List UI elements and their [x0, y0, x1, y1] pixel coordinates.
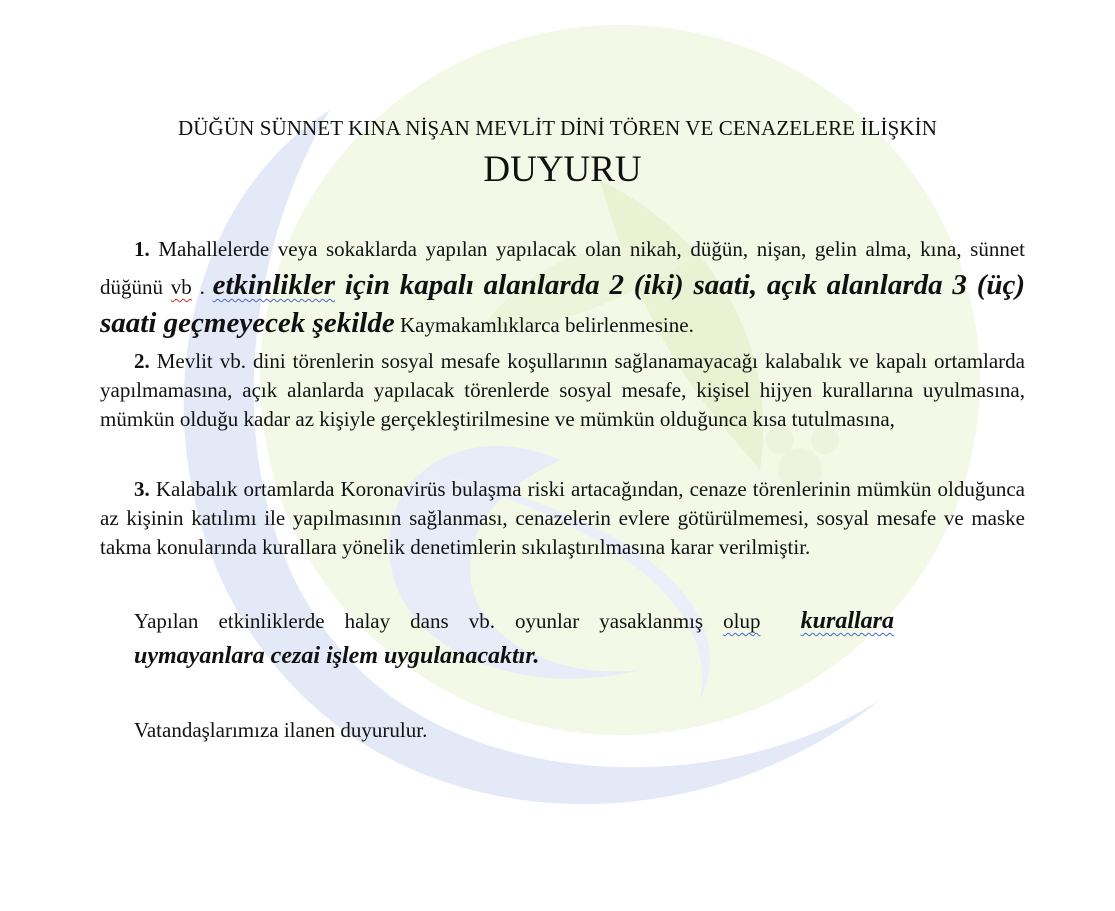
item-text: Mevlit vb. dini törenlerin sosyal mesafe koşullarının sağlanamayacağı kalabalık ve kapalı ortamlarda yapılmamasına, açık alanlarda yapılacak törenlerde sosyal mesafe, kişisel hijyen kurallarına uyulmasına, mümkün olduğu kadar az kişiyle gerçekleştirilmesine ve mümkün olduğunca kısa tutulmasına, — [100, 349, 1025, 431]
warning-text-olup: olup — [723, 609, 761, 633]
warning-paragraph — [134, 604, 894, 674]
item-text: Kalabalık ortamlarda Koronavirüs bulaşma riski artacağından, cenaze törenlerinin mümkün olduğunca az kişinin katılımı ile yapılmasının sağlanması, cenazelerin evlere götürülmemesi, sosyal mesafe ve maske takma konularında kurallara yönelik denetimlerin sıkılaştırılmasına karar verilmiştir. — [100, 477, 1025, 559]
item-number: 3. — [134, 477, 150, 501]
announcement-title: DUYURU — [483, 149, 642, 190]
list-item-3 — [100, 475, 1025, 562]
list-item-2 — [100, 347, 1025, 434]
warning-emphasis-kurallara: kurallara — [800, 608, 895, 634]
list-item-1 — [100, 231, 1025, 343]
item-text-vb: vb — [170, 275, 192, 299]
warning-text: Yapılan etkinliklerde halay dans vb. oyunlar yasaklanmış — [134, 609, 724, 633]
item-number: 2. — [134, 349, 150, 373]
item-text: Mahallelerde veya sokaklarda yapılan yapılacak olan nikah, düğün, nişan, gelin alma, kına, sünnet düğünü — [100, 237, 1026, 299]
item-emphasis-etkinlikler: etkinlikler — [212, 269, 336, 301]
closing-line: Vatandaşlarımıza ilanen duyurulur. — [134, 718, 428, 742]
item-text-end: Kaymakamlıklarca belirlenmesine. — [394, 313, 694, 337]
warning-emphasis-penalty: uymayanlara cezai işlem uygulanacaktır. — [134, 643, 540, 669]
announcement-subtitle: DÜĞÜN SÜNNET KINA NİŞAN MEVLİT DİNİ TÖREN VE CENAZELERE İLİŞKİN — [178, 116, 937, 140]
item-text-dot: . — [191, 275, 213, 299]
item-number: 1. — [134, 237, 150, 261]
item-emphasis-duration: için kapalı alanlarda 2 (iki) saati, açık alanlarda 3 (üç) saati geçmeyecek şekilde — [100, 269, 1026, 339]
